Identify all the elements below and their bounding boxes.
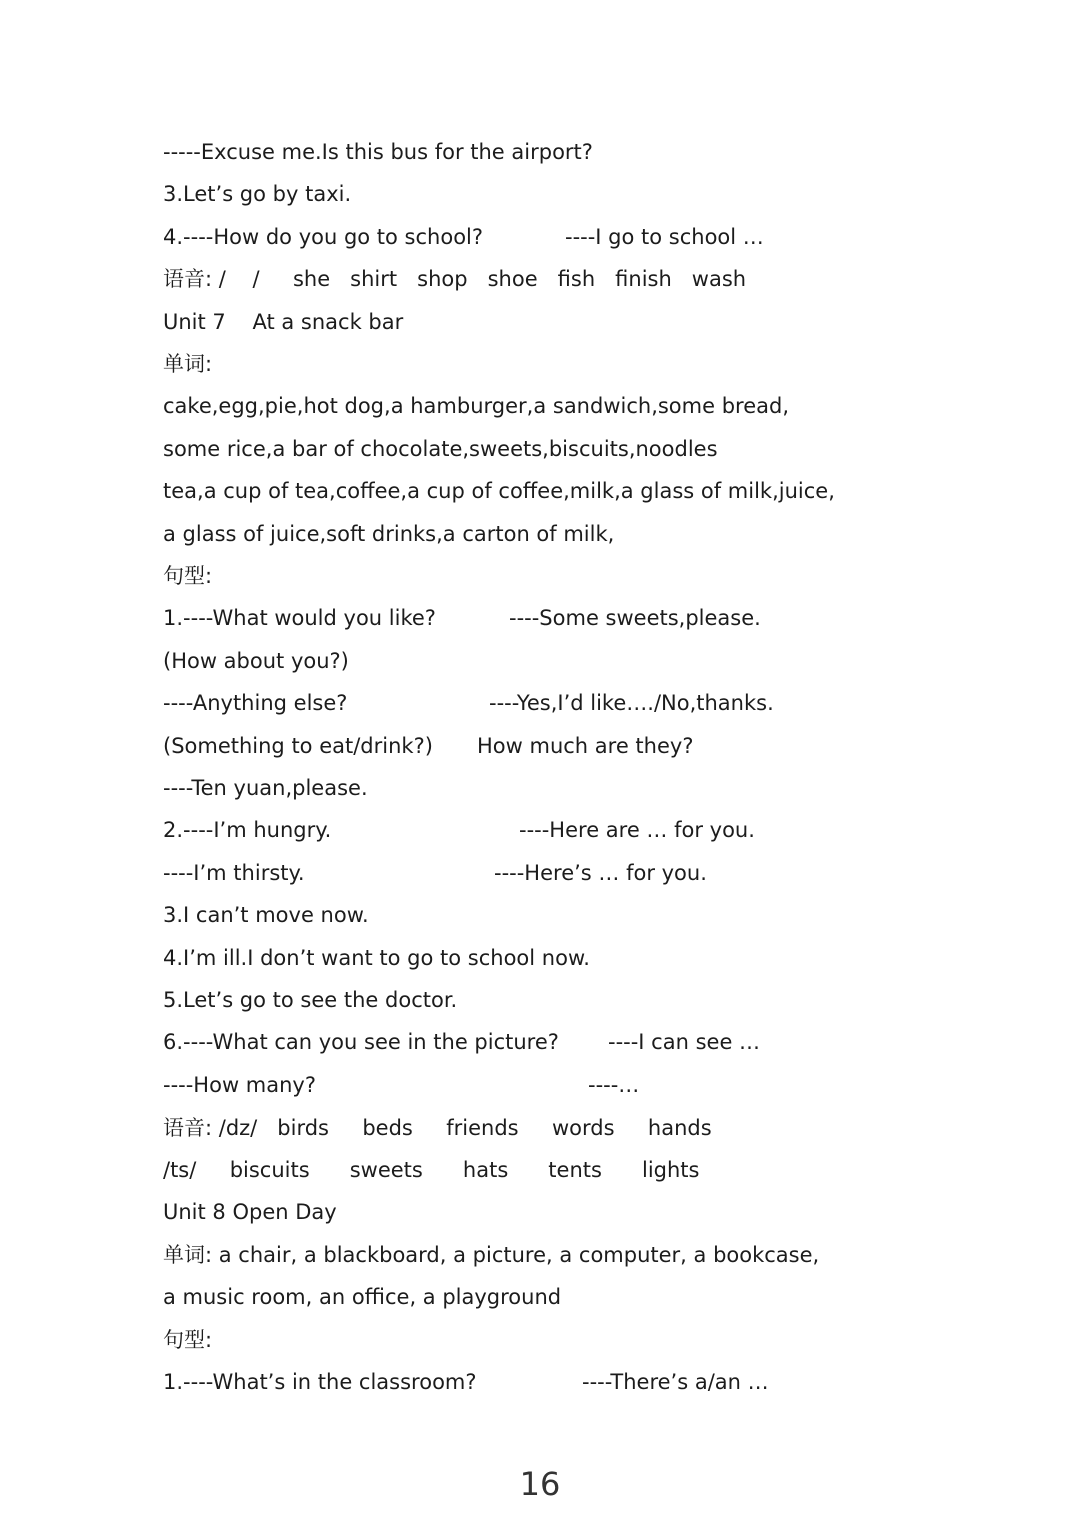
text-line: -----Excuse me.Is this bus for the airport? (163, 140, 593, 164)
unit-heading: Unit 8 Open Day (163, 1200, 337, 1224)
answer-text: ----Here’s … for you. (494, 861, 707, 885)
text-line (163, 222, 764, 252)
answer-text: ----I go to school … (565, 225, 764, 249)
unit-heading: Unit 7 At a snack bar (163, 310, 404, 334)
text-line: 4.I’m ill.I don’t want to go to school now. (163, 946, 590, 970)
text-line: (How about you?) (163, 649, 349, 673)
text-line (163, 688, 774, 718)
text-line (163, 858, 707, 888)
text-line: 单词: a chair, a blackboard, a picture, a computer, a bookcase, (163, 1243, 820, 1267)
text-line (163, 1367, 769, 1397)
text-line (163, 815, 755, 845)
phonics-line: 语音: / / she shirt shop shoe fish finish wash (163, 267, 747, 291)
answer-text: ----… (588, 1073, 640, 1097)
text-line: 5.Let’s go to see the doctor. (163, 988, 458, 1012)
text-line (163, 1070, 640, 1100)
phonics-line: /ts/ biscuits sweets hats tents lights (163, 1158, 700, 1182)
question-text: 6.----What can you see in the picture? (163, 1030, 559, 1054)
text-line: a glass of juice,soft drinks,a carton of milk, (163, 522, 615, 546)
section-label-vocabulary: 单词: (163, 352, 213, 376)
text-line (163, 731, 694, 761)
question-text: (Something to eat/drink?) (163, 734, 433, 758)
question-text: 2.----I’m hungry. (163, 818, 332, 842)
text-line: ----Ten yuan,please. (163, 776, 368, 800)
answer-text: ----Here are … for you. (519, 818, 755, 842)
question-text: 1.----What would you like? (163, 606, 436, 630)
section-label-sentences: 句型: (163, 1328, 213, 1352)
text-line: 3.I can’t move now. (163, 903, 369, 927)
text-line: a music room, an office, a playground (163, 1285, 562, 1309)
answer-text: How much are they? (477, 734, 694, 758)
text-line (163, 1027, 761, 1057)
text-line: some rice,a bar of chocolate,sweets,biscuits,noodles (163, 437, 718, 461)
text-line: tea,a cup of tea,coffee,a cup of coffee,milk,a glass of milk,juice, (163, 479, 835, 503)
answer-text: ----Yes,I’d like…./No,thanks. (489, 691, 774, 715)
answer-text: ----I can see … (608, 1030, 761, 1054)
text-line: 3.Let’s go by taxi. (163, 182, 352, 206)
question-text: ----How many? (163, 1073, 317, 1097)
question-text: ----Anything else? (163, 691, 348, 715)
answer-text: ----Some sweets,please. (509, 606, 761, 630)
page-number: 16 (519, 1465, 561, 1503)
answer-text: ----There’s a/an … (582, 1370, 769, 1394)
text-line: cake,egg,pie,hot dog,a hamburger,a sandwich,some bread, (163, 394, 790, 418)
question-text: 1.----What’s in the classroom? (163, 1370, 477, 1394)
phonics-line: 语音: /dz/ birds beds friends words hands (163, 1116, 712, 1140)
question-text: 4.----How do you go to school? (163, 225, 484, 249)
question-text: ----I’m thirsty. (163, 861, 305, 885)
text-line (163, 603, 761, 633)
section-label-sentences: 句型: (163, 564, 213, 588)
